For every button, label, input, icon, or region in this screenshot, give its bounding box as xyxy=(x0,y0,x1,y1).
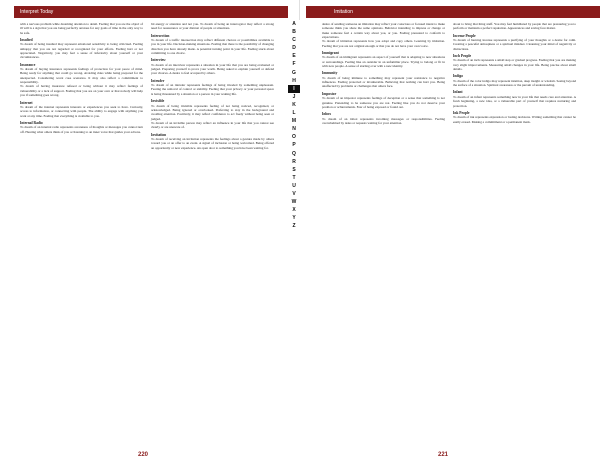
entry-paragraph: To dream of being immune to something may represent your resistance to negative influences. Feeling protected or invulnerable. Believing that nothing can hurt you. Being unaffected by problems or challenges that others face. xyxy=(322,75,445,89)
index-letter-k[interactable]: K xyxy=(292,101,296,108)
running-header-right: Imitation xyxy=(306,6,600,18)
entry-paragraph: To dream of an intruder represents feelings of being invaded by something unpleasant. Fearing the removal of control or stability. Feeling that your privacy or your personal space is being threatened by a situation or a person in your waking life. xyxy=(151,83,274,96)
index-letter-j[interactable]: J xyxy=(292,93,296,100)
index-letter-p[interactable]: P xyxy=(292,142,296,149)
index-letter-c[interactable]: C xyxy=(292,37,296,44)
entry-paragraph: To dream of an impostor represents feelings of deception or a sense that something is not genuine. Pretending to be someone you are not. Feeling like you do not deserve your position or achievements. Fear of being exposed or found out. xyxy=(322,96,445,109)
left-text-columns xyxy=(20,22,274,150)
left-column-1 xyxy=(20,22,143,150)
right-column-2 xyxy=(453,22,576,125)
entry-heading: Intersection xyxy=(151,33,170,38)
index-letter-o[interactable]: O xyxy=(292,134,296,141)
entry-heading: Infant xyxy=(453,90,463,95)
entry-heading: Interview xyxy=(151,58,166,63)
entry-heading: Intruder xyxy=(151,78,165,83)
entry-paragraph: To dream of an infant represents something new in your life that needs care and attention. A fresh beginning, a new idea, or a vulnerable part of yourself that requires nurturing and protection. xyxy=(453,94,576,108)
entry-paragraph: To dream of the color indigo may represent intuition, deep insight or wisdom. Seeing beyond the surface of a situation. Spiritual awareness or the pursuit of understanding. xyxy=(453,78,576,88)
entry-heading: Immunity xyxy=(322,71,338,76)
index-letter-r[interactable]: R xyxy=(292,158,296,165)
index-letter-n[interactable]: N xyxy=(292,126,296,133)
entry-paragraph: To dream of buying insurance represents feelings of protection for your peace of mind. Being ready for anything that could go wrong. Avoiding risks while being prepared for the unexpected. Considering worst case scenarios. It may also reflect a commitment to responsibility. xyxy=(20,67,143,85)
entry-paragraph: bit energy or attention and not you. To dream of being an interrogator may reflect a strong need for reassurance or your distrust of people or situations. xyxy=(151,22,274,31)
index-letter-v[interactable]: V xyxy=(292,190,296,197)
left-column-2 xyxy=(151,22,274,150)
entry-paragraph: To dream of an internal radio represents awareness of thoughts or messages you cannot turn off. Hearing what others think of you or listening to an inner voice that guides your actions. xyxy=(20,125,143,134)
entry-paragraph: To dream of imitation represents how you adopt and copy others. Learning by imitation. Feeling that you are not original enough or that you do not have your own voice. xyxy=(322,39,445,48)
running-header-left: Interpret Today xyxy=(14,6,288,18)
index-letter-h[interactable]: H xyxy=(292,77,296,84)
index-letter-f[interactable]: F xyxy=(292,61,296,68)
index-letter-z[interactable]: Z xyxy=(292,223,296,230)
entry-paragraph: desire of sending someone an imitation may reflect your conscious or focused intent to make someone think you share the same opinions. Behavior intending to impress or change or make someone feel a certain way about you, or you. Feeling pressured to conform to expectations. xyxy=(322,22,445,40)
entry-heading: Insurance xyxy=(20,62,36,67)
index-letter-y[interactable]: Y xyxy=(292,215,296,222)
entry-heading: Invitation xyxy=(151,132,167,137)
entry-paragraph: To dream of receiving an invitation represents the feelings about a gesture made by others toward you or an offer to an event. A signal of inclusion or being welcomed. Being offered an opportunity or new experience. An open door to something you have been waiting for. xyxy=(151,136,274,150)
entry-heading: Incense People xyxy=(453,33,476,38)
entry-heading: Internal Radio xyxy=(20,120,43,125)
entry-paragraph: To dream of an invisible person may reflect an influence in your life that you cannot see clearly or are unaware of. xyxy=(151,120,274,130)
index-letter-d[interactable]: D xyxy=(292,45,296,52)
entry-paragraph: To dream of an immigrant represents an aspect of yourself that is adapting to new situations or surroundings. Feeling like an outsider in an unfamiliar place. Trying to belong or fit in with new people. A sense of starting over with a new identity. xyxy=(322,55,445,69)
index-letter-x[interactable]: X xyxy=(292,207,296,214)
alphabet-index-letters xyxy=(288,20,300,230)
entry-heading: Indigo xyxy=(453,74,463,79)
right-column-1 xyxy=(322,22,445,125)
index-letter-w[interactable]: W xyxy=(291,199,297,206)
page-number-right: 221 xyxy=(438,452,449,458)
entry-heading: Impostor xyxy=(322,91,337,96)
index-letter-t[interactable]: T xyxy=(292,174,296,181)
entry-paragraph: To dream of the internet represents interests or experiences you seek to have. Curiosity, access to information, or connecting with people. The ability to engage with anything you want at any time. Feeling that everything is available to you. xyxy=(20,104,143,118)
alphabet-index xyxy=(288,20,300,466)
index-letter-u[interactable]: U xyxy=(292,182,296,189)
index-letter-m[interactable]: M xyxy=(291,118,297,125)
entry-paragraph: To dream of ink represents expression or lasting decisions. Writing something that cannot be easily erased. Making a commitment or a permanent mark. xyxy=(453,115,576,124)
index-letter-s[interactable]: S xyxy=(292,166,296,173)
entry-paragraph: To dream of burning incense represents a purifying of your thoughts or a desire for calm. Creating a peaceful atmosphere or a spiritual mindset. Cleansing your mind of negativity or distractions. xyxy=(453,38,576,51)
entry-paragraph: To dream of an inbox represents incoming messages or responsibilities. Feeling overwhelmed by tasks or requests waiting for your attention. xyxy=(322,116,445,125)
index-letter-b[interactable]: B xyxy=(292,29,296,36)
entry-paragraph: To dream of being invisible represents feeling of not being noticed, recognized, or acknowledged. Being ignored or overlooked. Preferring to stay in the background and avoiding attention. Positively, it may reflect confidence to act freely without being seen or judged. xyxy=(151,103,274,121)
entry-paragraph: To dream of a traffic intersection may reflect different choices or possibilities available to you in your life. Decision-making situations. Feeling that there is the possibility of changing direction you have already made. A potential turning point in your life. Feeling stuck about committing to one choice. xyxy=(151,38,274,56)
right-text-columns xyxy=(322,22,578,125)
entry-heading: Invisible xyxy=(151,99,165,104)
entry-paragraph: To dream of an interview represents a situation in your life that you are being evaluated or judged. Preparing yourself to prove your worth. Being asked to explain yourself or defend your choices. A desire to feel accepted by others. xyxy=(151,62,274,76)
page-number-left: 220 xyxy=(138,452,149,458)
entry-paragraph: To dream of an inch represents a small step or gradual progress. Feeling that you are making very slight improvements. Measuring small changes in your life. Being precise about small details. xyxy=(453,58,576,72)
entry-heading: Inch People xyxy=(453,54,472,59)
entry-heading: Inbox xyxy=(322,112,331,117)
index-letter-q[interactable]: Q xyxy=(292,150,296,157)
index-letter-l[interactable]: L xyxy=(292,110,296,117)
entry-paragraph: about to bring that thing stuff. You may feel humiliated by people that are pressuring you to perform or maintain a perfect reputation. Appearances and saving face matter. xyxy=(453,22,576,31)
entry-paragraph: with a nervous problem while dreaming attention to detail. Feeling that you are the object of ill will is a sign that you are being perfectly anxious for any goals of time in the only way to be safe. xyxy=(20,22,143,35)
entry-heading: Internet xyxy=(20,100,33,105)
index-letter-g[interactable]: G xyxy=(292,69,296,76)
entry-heading: Ink People xyxy=(453,110,470,115)
index-letter-i[interactable]: I xyxy=(288,85,300,93)
index-letter-e[interactable]: E xyxy=(292,53,296,60)
entry-paragraph: To dream of being insulted may represent emotional sensitivity to being criticized. Feeling unhappy that you are not regarded or recognized for your efforts. Feeling hurt or not appreciated. Negatively, you may feel a sense of inferiority about yourself or your circumstances. xyxy=(20,42,143,60)
right-page xyxy=(300,0,600,466)
entry-paragraph: To dream of having insurance refused or being without it may reflect feelings of vulnerability or a lack of support. Feeling that you are on your own or that nobody will help you if something goes wrong. xyxy=(20,84,143,98)
index-letter-a[interactable]: A xyxy=(292,21,296,27)
entry-heading: Insulted xyxy=(20,38,33,43)
entry-heading: Immigrant xyxy=(322,51,339,56)
